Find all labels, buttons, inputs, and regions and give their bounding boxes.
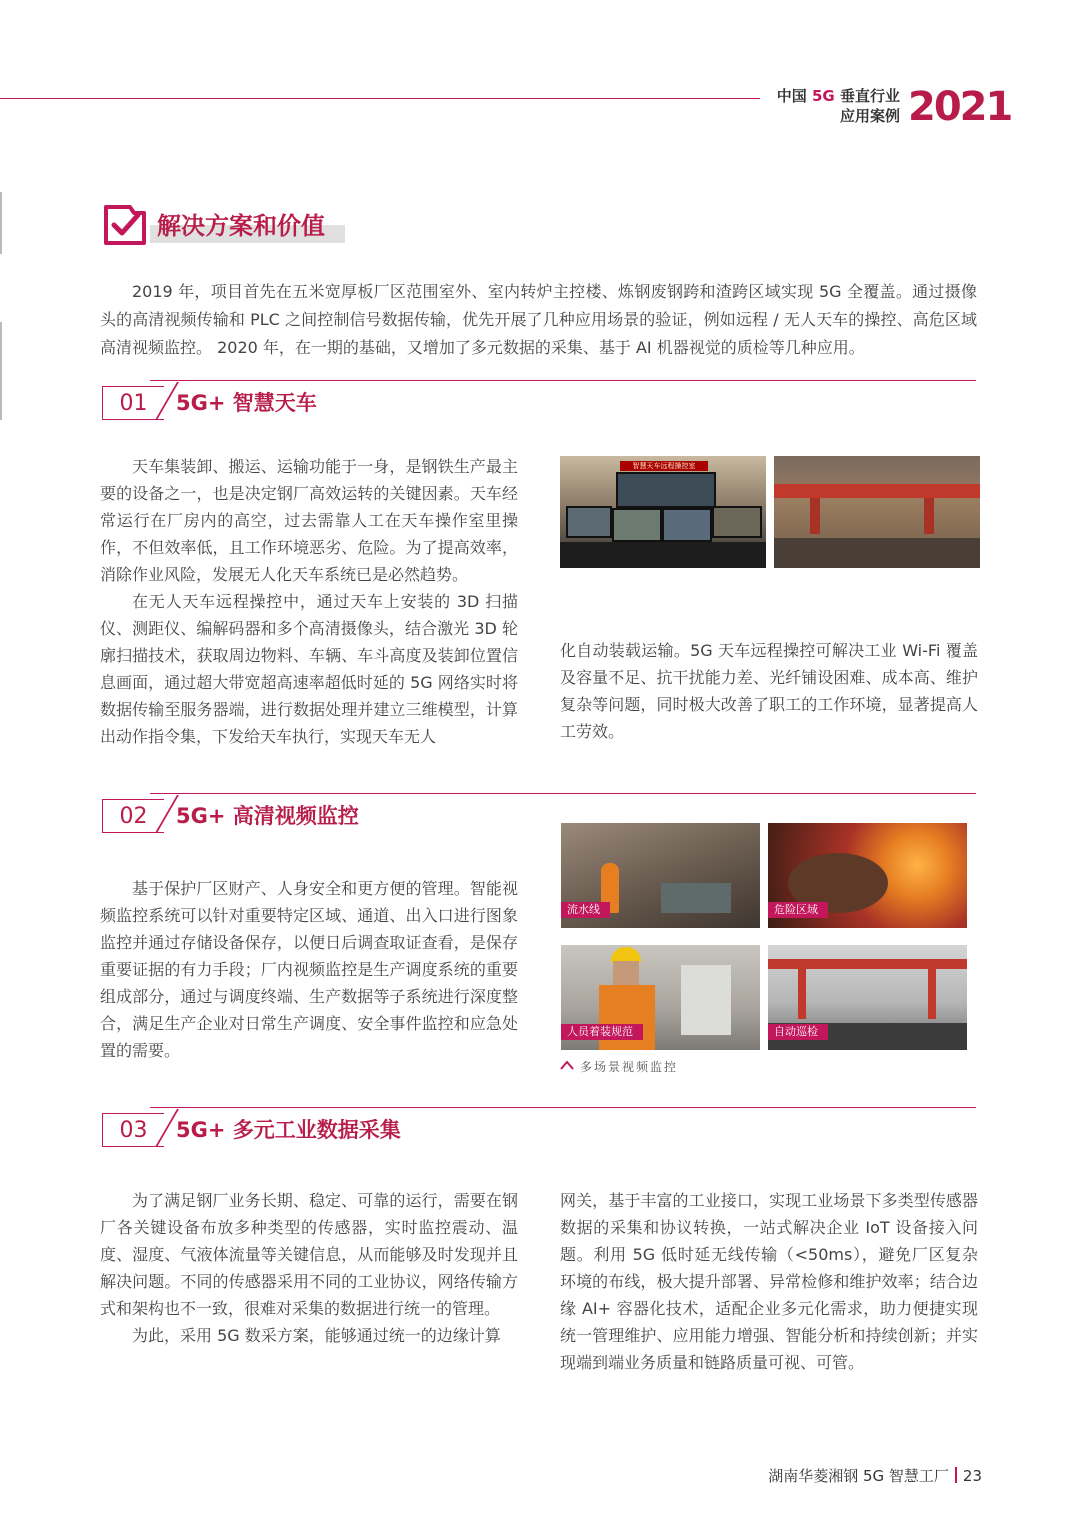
header-title-part: 中国 <box>776 87 807 105</box>
header-year: 2021 <box>908 84 1012 130</box>
sub-rule <box>150 380 976 381</box>
paragraph: 在无人天车远程操控中，通过天车上安装的 3D 扫描仪、测距仪、编解码器和多个高清摄像头，结合激光 3D 轮廓扫描技术，获取周边物料、车辆、车斗高度及装卸位置信息画面，通过超大带宽超高速率超低时延的 5G 网络实时将数据传输至服务器端，进行数据处理并建立三维模型，计算出动作指令集，下发给天车执行，实现天车无人 <box>100 592 518 746</box>
figure-caption: 多场景视频监控 <box>580 1060 679 1074</box>
header-subtitle: 应用案例 <box>839 107 900 125</box>
page-number: 23 <box>962 1467 982 1485</box>
photo-caption: 自动巡检 <box>768 1024 828 1040</box>
footer-title: 湖南华菱湘钢 5G 智慧工厂 <box>768 1467 949 1485</box>
chevron-up-icon <box>560 1060 574 1070</box>
crane-photo <box>774 456 980 568</box>
sub1-right-column <box>560 637 978 745</box>
sub-title-02: 5G+ 高清视频监控 <box>176 804 359 828</box>
header-rule <box>0 98 760 99</box>
page-edge-mark <box>0 322 2 420</box>
paragraph: 为了满足钢厂业务长期、稳定、可靠的运行，需要在钢厂各关键设备布放多种类型的传感器，实时监控震动、温度、湿度、气液体流量等关键信息，从而能够及时发现并且解决问题。不同的传感器采用不同的工业协议，网络传输方式和架构也不一致，很难对采集的数据进行统一的管理。 <box>100 1191 518 1318</box>
sub3-right-column <box>560 1187 978 1376</box>
header-title <box>760 86 900 126</box>
danger-zone-photo <box>768 823 967 928</box>
page-edge-mark <box>0 192 2 254</box>
paragraph: 网关，基于丰富的工业接口，实现工业场景下多类型传感器数据的采集和协议转换，一站式解决企业 IoT 设备接入问题。利用 5G 低时延无线传输（<50ms），避免厂区复杂环境的布线，极大提升部署、异常检修和维护效率；结合边缘 AI+ 容器化技术，适配企业多元化需求，助力便捷实现统一管理维护、应用能力增强、智能分析和持续创新；并实现端到端业务质量和链路质量可视、可管。 <box>560 1191 978 1372</box>
paragraph: 化自动装载运输。5G 天车远程操控可解决工业 Wi-Fi 覆盖及容量不足、抗干扰能力差、光纤铺设困难、成本高、维护复杂等问题，同时极大改善了职工的工作环境，显著提高人工劳效。 <box>560 641 978 741</box>
sub-rule <box>150 1107 976 1108</box>
paragraph: 基于保护厂区财产、人身安全和更方便的管理。智能视频监控系统可以针对重要特定区域、通道、出入口进行图象监控并通过存储设备保存，以便日后调查取证查看，是保存重要证据的有力手段；厂内视频监控是生产调度系统的重要组成部分，通过与调度终端、生产数据等子系统进行深度整合，满足生产企业对日常生产调度、安全事件监控和应急处置的需要。 <box>100 879 518 1060</box>
footer-divider <box>955 1467 957 1483</box>
sub-title-01: 5G+ 智慧天车 <box>176 391 317 415</box>
sub-rule <box>150 793 976 794</box>
checkmark-badge-icon <box>100 203 150 247</box>
sub-number-02: 02 <box>102 799 164 833</box>
sub-number-01: 01 <box>102 386 164 420</box>
sub3-left-column <box>100 1187 518 1349</box>
sub-title-03: 5G+ 多元工业数据采集 <box>176 1118 401 1142</box>
photo-caption: 流水线 <box>561 902 610 918</box>
sub2-left-column <box>100 875 518 1064</box>
control-room-sign: 智慧天车远程操控室 <box>620 461 708 471</box>
paragraph: 天车集装卸、搬运、运输功能于一身，是钢铁生产最主要的设备之一，也是决定钢厂高效运转的关键因素。天车经常运行在厂房内的高空，过去需靠人工在天车操作室里操作，不但效率低，且工作环境恶劣、危险。为了提高效率，消除作业风险，发展无人化天车系统已是必然趋势。 <box>100 457 518 584</box>
paragraph: 为此，采用 5G 数采方案，能够通过统一的边缘计算 <box>132 1326 501 1345</box>
header-title-5g: 5G <box>812 87 835 105</box>
photo-caption: 人员着装规范 <box>561 1024 643 1040</box>
intro-paragraph: 2019 年，项目首先在五米宽厚板厂区范围室外、室内转炉主控楼、炼钢废钢跨和渣跨区域实现 5G 全覆盖。通过摄像头的高清视频传输和 PLC 之间控制信号数据传输，优先开展了几种应用场景的验证，例如远程 / 无人天车的操控、高危区域高清视频监控。 2020 年，在一期的基础，又增加了多元数据的采集、基于 AI 机器视觉的质检等几种应用。 <box>100 282 977 357</box>
assembly-line-photo <box>561 823 760 928</box>
sub-number-03: 03 <box>102 1113 164 1147</box>
control-room-photo <box>560 456 766 568</box>
footer <box>700 1465 982 1486</box>
photo-caption: 危险区域 <box>768 902 828 918</box>
worker-attire-photo <box>561 945 760 1050</box>
section-title: 解决方案和价值 <box>157 212 325 240</box>
header-title-part: 垂直行业 <box>839 87 900 105</box>
sub1-left-column <box>100 453 518 750</box>
auto-inspection-photo <box>768 945 967 1050</box>
